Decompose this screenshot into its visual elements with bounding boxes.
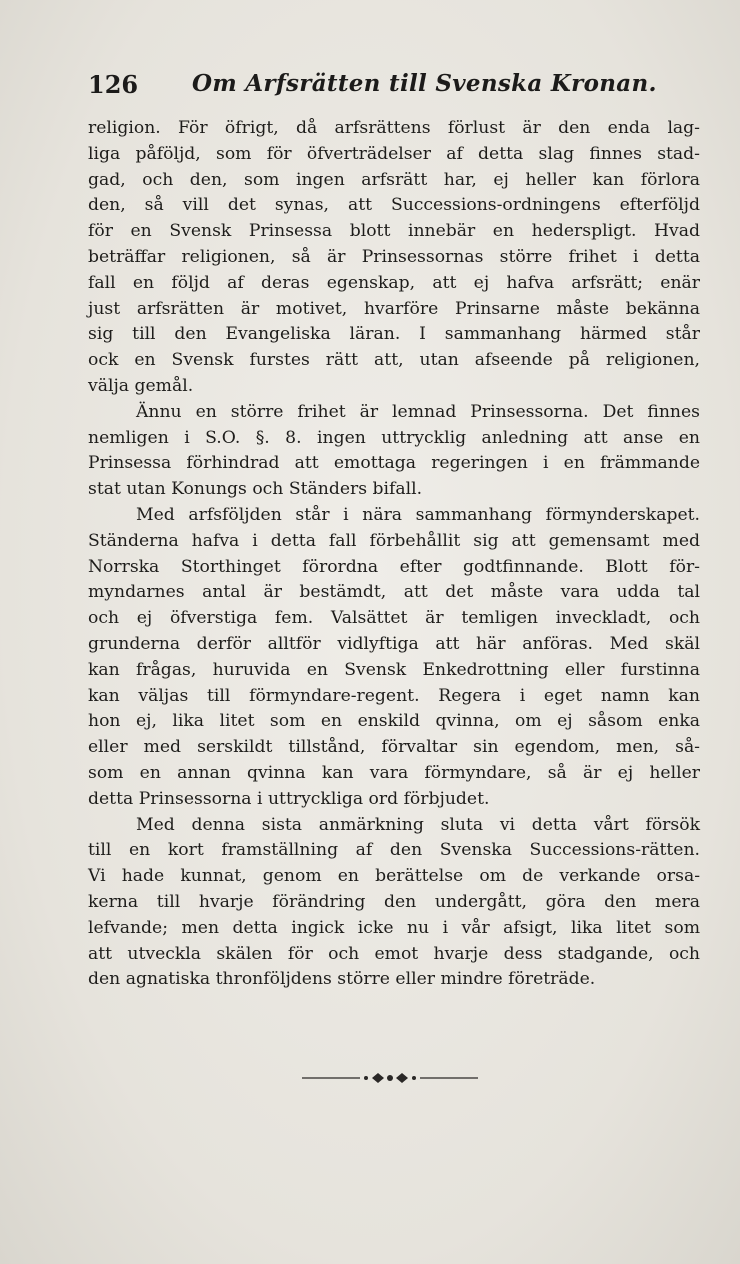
- paragraph: [88, 813, 700, 994]
- text-line: sig till den Evangeliska läran. I sammanhang härmed står: [88, 324, 700, 345]
- text-line: kan väljas till förmyndare-regent. Regera i eget namn kan: [88, 685, 700, 706]
- text-line: hon ej, lika litet som en enskild qvinna, om ej såsom enka: [88, 711, 700, 732]
- text-line: beträffar religionen, så är Prinsessornas större frihet i detta: [88, 246, 700, 267]
- text-line: Ännu en större frihet är lemnad Prinsessorna. Det finnes: [136, 401, 700, 422]
- end-ornament: [300, 1070, 480, 1086]
- text-line: kan frågas, huruvida en Svensk Enkedrottning eller furstinna: [88, 659, 700, 680]
- page-number: 126: [88, 70, 139, 99]
- text-line: eller med serskildt tillstånd, förvaltar sin egendom, men, så-: [88, 737, 700, 758]
- text-line: Prinsessa förhindrad att emottaga regeringen i en främmande: [88, 453, 700, 474]
- text-line: religion. För öfrigt, då arfsrättens förlust är den enda lag-: [88, 118, 700, 138]
- text-line: den, så vill det synas, att Successions-ordningens efterföljd: [88, 195, 700, 216]
- text-line: den agnatiska thronföljdens större eller mindre företräde.: [88, 969, 596, 990]
- text-line: till en kort framställning af den Svenska Successions-rätten.: [88, 840, 700, 861]
- text-line: Med arfsföljden står i nära sammanhang förmynderskapet.: [136, 504, 700, 525]
- text-line: Med denna sista anmärkning sluta vi detta vårt försök: [136, 814, 700, 835]
- text-line: kerna till hvarje förändring den undergått, göra den mera: [88, 891, 700, 912]
- text-line: grunderna derför alltför vidlyftiga att här anföras. Med skäl: [88, 633, 700, 654]
- text-line: Ständerna hafva i detta fall förbehållit sig att gemensamt med: [88, 530, 700, 551]
- text-line: gad, och den, som ingen arfsrätt har, ej heller kan förlora: [88, 169, 700, 190]
- paragraph: [88, 503, 700, 813]
- text-line: lefvande; men detta ingick icke nu i vår afsigt, lika litet som: [88, 917, 700, 938]
- page-body: [88, 116, 700, 993]
- text-line: just arfsrätten är motivet, hvarföre Prinsarne måste bekänna: [88, 298, 700, 319]
- text-line: myndarnes antal är bestämdt, att det måste vara udda tal: [88, 582, 700, 603]
- text-line: stat utan Konungs och Ständers bifall.: [88, 479, 423, 500]
- text-line: att utveckla skälen för och emot hvarje dess stadgande, och: [88, 943, 700, 964]
- text-line: för en Svensk Prinsessa blott innebär en hederspligt. Hvad: [88, 221, 700, 242]
- text-line: nemligen i S.O. §. 8. ingen uttrycklig anledning att anse en: [88, 427, 700, 448]
- text-line: och ej öfverstiga fem. Valsättet är temligen inveckladt, och: [88, 608, 700, 629]
- text-line: Vi hade kunnat, genom en berättelse om de verkande orsa-: [88, 866, 700, 887]
- text-line: välja gemål.: [88, 375, 194, 396]
- text-line: som en annan qvinna kan vara förmyndare, så är ej heller: [88, 762, 700, 783]
- text-line: detta Prinsessorna i uttryckliga ord förbjudet.: [88, 788, 490, 809]
- text-line: fall en följd af deras egenskap, att ej hafva arfsrätt; enär: [88, 272, 700, 293]
- running-head: Om Arfsrätten till Svenska Kronan.: [192, 70, 657, 97]
- text-line: ock en Svensk furstes rätt att, utan afseende på religionen,: [88, 350, 700, 371]
- page-header: [88, 68, 700, 108]
- paragraph: [88, 116, 700, 400]
- text-line: Norrska Storthinget förordna efter godtfinnande. Blott för-: [88, 556, 700, 577]
- paragraph: [88, 400, 700, 503]
- text-line: liga påföljd, som för öfverträdelser af detta slag finnes stad-: [88, 143, 700, 164]
